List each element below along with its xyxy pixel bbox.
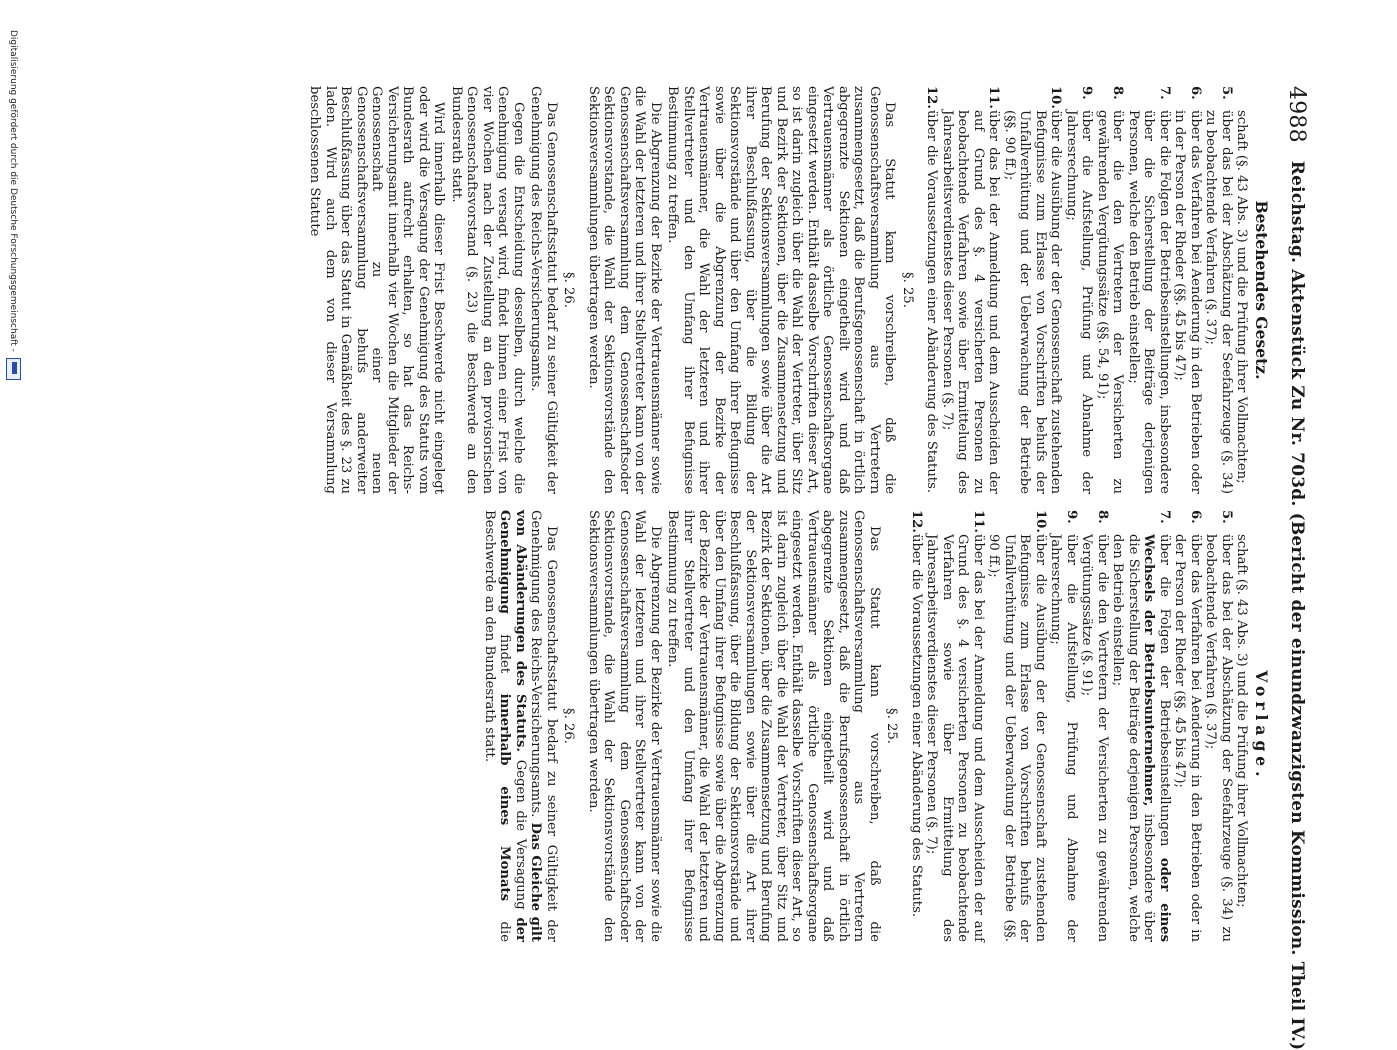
- list-item: 9. über die Aufstellung, Prüfung und Abnahme der Jahresrechnung;: [1048, 510, 1079, 942]
- list-item: 7. über die Folgen der Betriebseinstellungen oder eines Wechsels der Betriebsunternehmer, insbesondere über die Sicherstellung der Beiträge derjenigen Personen, welche den Betrieb einstellen;: [1110, 510, 1172, 942]
- section-heading-25: §. 25.: [884, 708, 900, 744]
- emphasized-text: oder eines Wechsels der Betriebsunternehmer,: [1141, 534, 1172, 942]
- list-item: 7. über die Folgen der Betriebseinstellungen, insbesondere über die Sicherstellung der Beiträge derjenigen Personen, welche den Betrieb einstellen;: [1126, 86, 1172, 494]
- list-item: 11. über das bei der Anmeldung und dem Ausscheiden der auf Grund des §. 4 versicherten Personen zu beobachtende Verfahren sowie über Ermittelung des Jahresarbeitsverdienstes dieser Personen (§. 7);: [940, 86, 1002, 494]
- dfg-logo-icon: [6, 358, 21, 380]
- paragraph: Das Genossenschaftsstatut bedarf zu seiner Gültigkeit der Genehmigung des Reichs-Versicherungsamts.: [528, 86, 559, 494]
- paragraph: Das Statut kann vorschreiben, daß die Genossenschaftsversammlung aus Vertretern zusammengesetzt, daß die Berufsgenossenschaft in örtlich abgegrenzte Sektionen eingetheilt wird und daß Vertrauensmänner als örtliche Genossenschaftsorgane eingesetzt werden. Enthält dasselbe Vorschriften dieser Art, so ist darin zugleich über die Wahl der Vertreter, über Sitz und Bezirk der Sektionen, über die Zusammensetzung und Berufung der Sektionsversammlungen sowie über die Art ihrer Beschlußfassung, über die Bildung der Sektionsvorstände und über den Umfang ihrer Befugnisse sowie über die Abgrenzung der Bezirke der Vertrauensmänner, die Wahl der letzteren und ihrer Stellvertreter und den Umfang ihrer Befugnisse Bestimmung zu treffen.: [665, 510, 882, 942]
- list-item: 6. über das Verfahren bei Aenderung in den Betrieben oder in der Person der Rheder (§§. 45 bis 47);: [1172, 86, 1203, 494]
- paragraph: Die Abgrenzung der Bezirke der Vertrauensmänner sowie die Wahl der letzteren und ihrer Stellvertreter kann von der Genossenschaftsversammlung dem Genossenschaftsoder Sektionsvorstande, die Wahl der Sektionsvorstände den Sektionsversammlungen übertragen werden.: [586, 86, 663, 494]
- column-title-existing-law: Bestehendes Gesetz.: [1252, 200, 1271, 380]
- list-item: 8. über die den Vertretern der Versicherten zu gewährenden Vergütungssätze (§§. 54, 91);: [1095, 86, 1126, 494]
- paragraph: Gegen die Entscheidung desselben, durch welche die Genehmigung versagt wird, findet binnen einer Frist von vier Wochen nach der Zustellung an den provisorischen Genossenschaftsvorstand (§. 23) die Beschwerde an den Bundesrath statt.: [449, 86, 526, 494]
- page-title: Reichstag. Aktenstück Zu Nr. 703d. (Bericht der einundzwanzigsten Kommission. Theil IV.): [1287, 160, 1307, 1050]
- paragraph: Das Statut kann vorschreiben, daß die Genossenschaftsversammlung aus Vertretern zusammengesetzt, daß die Berufsgenossenschaft in örtlich abgegrenzte Sektionen eingetheilt wird und daß Vertrauensmänner als örtliche Genossenschaftsorgane eingesetzt werden. Enthält dasselbe Vorschriften dieser Art, so ist darin zugleich über die Wahl der Vertreter, über Sitz und Bezirk der Sektionen, über die Zusammensetzung und Berufung der Sektionsversammlungen sowie über die Art ihrer Beschlußfassung, über die Bildung der Sektionsvorstände und über den Umfang ihrer Befugnisse sowie über die Abgrenzung der Bezirke der Vertrauensmänner, die Wahl der letzteren und ihrer Stellvertreter und den Umfang ihrer Befugnisse Bestimmung zu treffen.: [665, 86, 898, 494]
- list-item: 5. über das bei der Abschätzung der Seefahrzeuge (§. 34) zu beobachtende Verfahren (§. 37);: [1203, 510, 1234, 942]
- section-heading-25: §. 25.: [900, 272, 915, 308]
- emphasized-text: Das Gleiche gilt von Abänderungen des Statuts.: [513, 510, 544, 942]
- emphasized-text: der Genehmigung: [497, 510, 528, 942]
- digitization-note-text: Digitalisierung gefördert durch die Deutsche Forschungsgemeinschaft -: [8, 30, 19, 352]
- emphasized-text: innerhalb eines Monats: [497, 693, 513, 902]
- paragraph: Wird innerhalb dieser Frist Beschwerde nicht eingelegt oder wird die Versagung der Genehmigung des Statuts vom Bundesrath aufrecht erhalten, so hat das Reichs-Versicherungsamt innerhalb vier Wochen die Mitglieder der Genossenschaft zu einer neuen Genossenschaftsversammlung behufs anderweiter Beschlußfassung über das Statut in Gemäßheit des §. 23 zu laden. Wird auch dem von dieser Versammlung beschlossenen Statute: [307, 86, 447, 494]
- list-item: 6. über das Verfahren bei Aenderung in den Betrieben oder in der Person der Rheder (§§. 45 bis 47);: [1172, 510, 1203, 942]
- list-item: schaft (§. 43 Abs. 3) und die Prüfung ihrer Vollmachten;: [1234, 110, 1250, 484]
- page-header: [1277, 86, 1317, 1050]
- digitization-note: [6, 30, 21, 970]
- list-item: 8. über die den Vertretern der Versicherten zu gewährenden Vergütungssätze (§. 91);: [1079, 510, 1110, 942]
- list-item: 9. über die Aufstellung, Prüfung und Abnahme der Jahresrechnung;: [1064, 86, 1095, 494]
- list-item: 12. über die Voraussetzungen einer Abänderung des Statuts.: [909, 510, 924, 918]
- section-heading-26: §. 26.: [561, 708, 577, 744]
- list-item: schaft (§. 43 Abs. 3) und die Prüfung ihrer Vollmachten;: [1234, 534, 1250, 908]
- paragraph: Das Genossenschaftsstatut bedarf zu seiner Gültigkeit der Genehmigung des Reichs-Versicherungsamts. Das Gleiche gilt von Abänderungen des Statuts. Gegen die Versagung der Genehmigung findet innerhalb eines Monats die Beschwerde an den Bundesrath statt.: [482, 510, 559, 943]
- list-item: 10. über die Ausübung der der Genossenschaft zustehenden Befugnisse zum Erlasse von Vorschriften behufs der Unfallverhütung und der Ueberwachung der Betriebe (§§. 90 ff.);: [1002, 86, 1064, 494]
- list-item: 5. über das bei der Abschätzung der Seefahrzeuge (§. 34) zu beobachtende Verfahren (§. 37);: [1203, 86, 1234, 494]
- column-existing-law: [59, 86, 1269, 494]
- page-number: 4988: [1284, 86, 1310, 143]
- section-heading-26: §. 26.: [561, 272, 577, 308]
- list-item: 10. über die Ausübung der der Genossenschaft zustehenden Befugnisse zum Erlasse von Vorschriften behufs der Unfallverhütung und der Ueberwachung der Betriebe (§§. 90 ff.);: [986, 510, 1048, 942]
- paragraph: Die Abgrenzung der Bezirke der Vertrauensmänner sowie die Wahl der letzteren und ihrer Stellvertreter kann von der Genossenschaftsversammlung dem Genossenschaftsoder Sektionsvorstande, die Wahl der Sektionsvorstände den Sektionsversammlungen übertragen werden.: [586, 510, 663, 942]
- column-proposal: [59, 510, 1269, 942]
- list-item: 12. über die Voraussetzungen einer Abänderung des Statuts.: [924, 86, 940, 494]
- list-item: 11. über das bei der Anmeldung und dem Ausscheiden der auf Grund des §. 4 versicherten Personen zu beobachtende Verfahren sowie über Ermittelung des Jahresarbeitsverdienstes dieser Personen (§. 7);: [924, 510, 986, 942]
- column-title-proposal: Vorlage.: [1252, 670, 1271, 782]
